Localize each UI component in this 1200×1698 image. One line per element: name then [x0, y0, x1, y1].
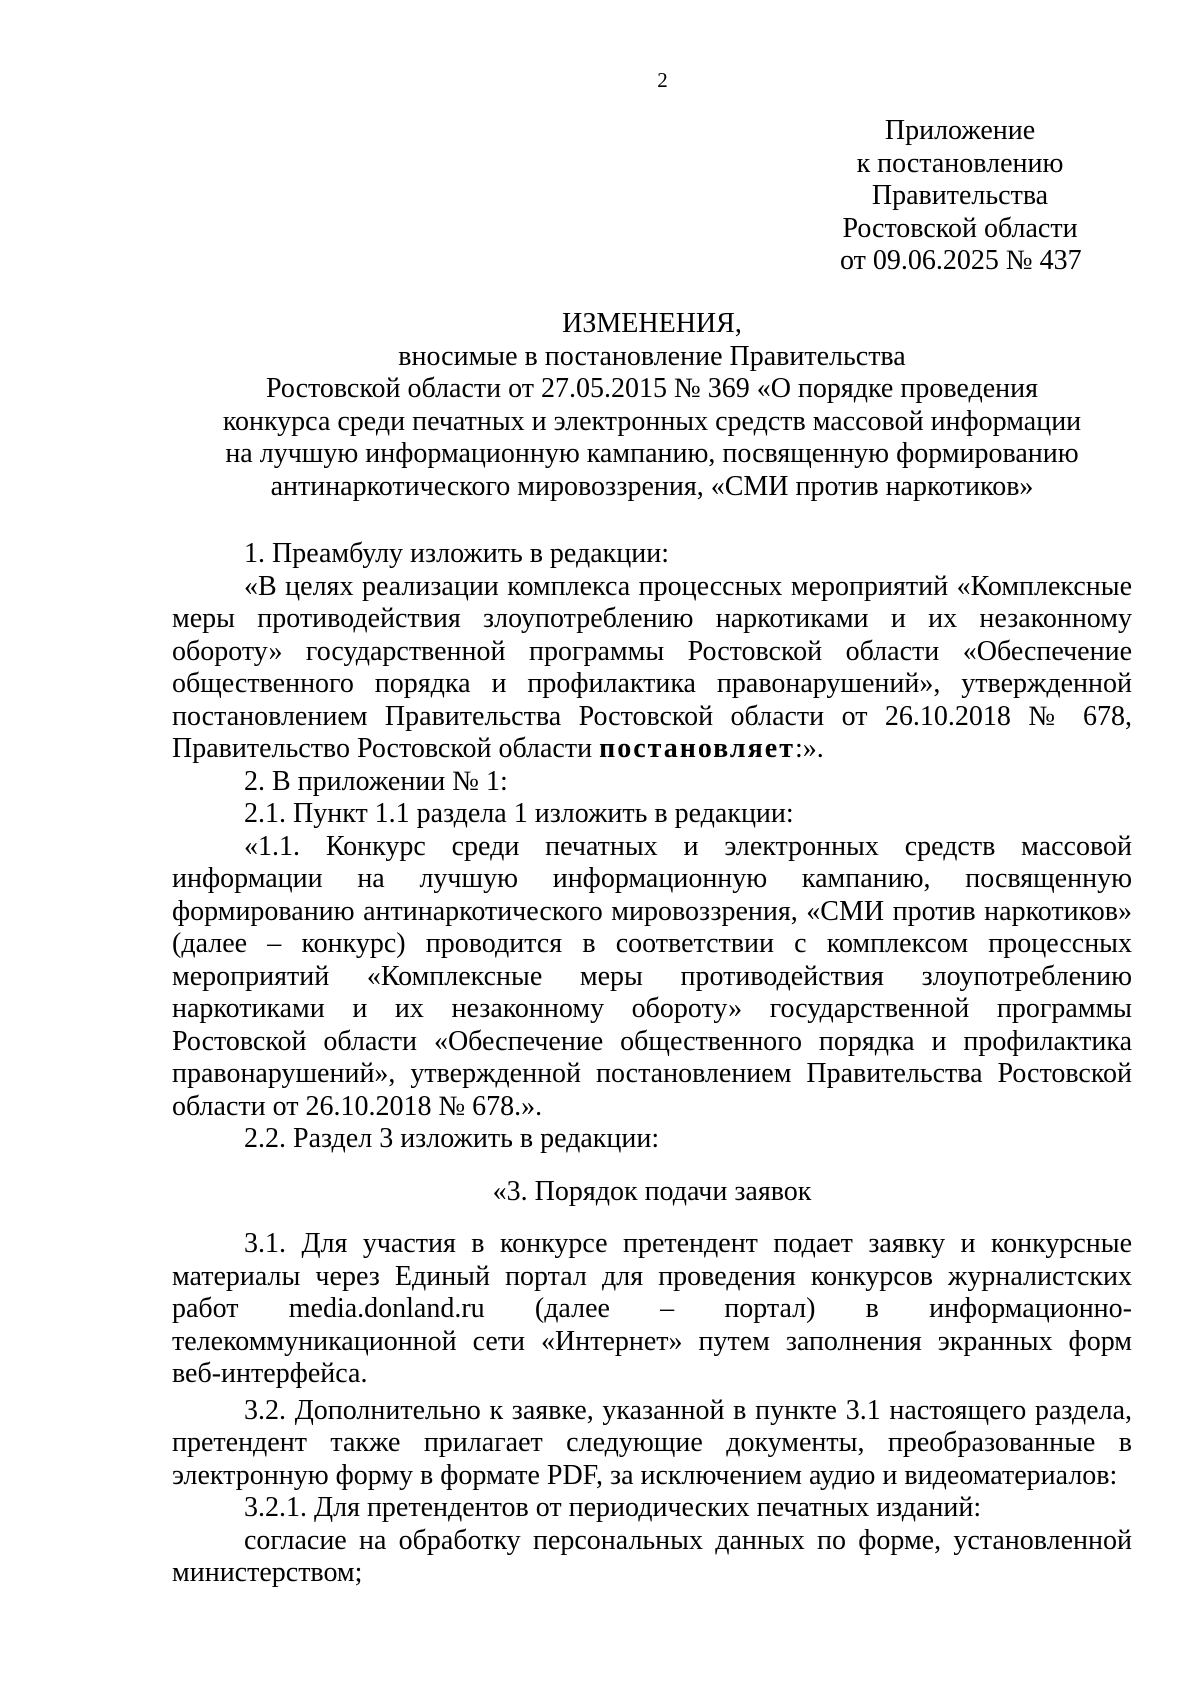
paragraph: 2.2. Раздел 3 изложить в редакции: [244, 1123, 660, 1154]
title-line: Ростовской области от 27.05.2015 № 369 «О порядке проведения [266, 373, 1038, 404]
document-body [172, 538, 1132, 1590]
paragraph: 2. В приложении № 1: [244, 765, 508, 797]
appendix-line: Приложение [884, 115, 1036, 146]
paragraph: согласие на обработку персональных данных по форме, установленной министерством; [172, 1524, 1132, 1588]
title-line: вносимые в постановление Правительства [398, 340, 906, 372]
title-line: конкурса среди печатных и электронных средств массовой информации [222, 405, 1082, 437]
preamble-bold-word: постановляет [599, 733, 795, 764]
preamble-end: :». [794, 733, 824, 764]
title-line: на лучшую информационную кампанию, посвященную формированию [225, 438, 1079, 469]
appendix-line: Правительства [871, 180, 1049, 211]
paragraph: 3.2.1. Для претендентов от периодических печатных изданий: [244, 1492, 982, 1523]
page-number: 2 [657, 68, 668, 92]
appendix-line: Ростовской области [842, 212, 1078, 244]
preamble-text: «В целях реализации комплекса процессных мероприятий «Комплексные меры противодействия злоупотреблению наркотиками и их незаконному обороту» государственной программы Ростовской области «Обеспечение общественного порядка и профилактика правонарушений», утвержденной постановлением Правительства Ростовской области от 26.10.2018 № 678, Правительство Ростовской области [172, 570, 1132, 764]
paragraph-preamble [172, 571, 1132, 766]
section-heading: «3. Порядок подачи заявок [492, 1175, 812, 1207]
title-heading: ИЗМЕНЕНИЯ, [562, 308, 742, 339]
appendix-line: к постановлению [856, 147, 1064, 179]
paragraph: 3.2. Дополнительно к заявке, указанной в пункте 3.1 настоящего раздела, претендент также прилагает следующие документы, преобразованные в электронную форму в формате PDF, за исключением аудио и видеоматериалов: [172, 1394, 1132, 1491]
paragraph: 2.1. Пункт 1.1 раздела 1 изложить в редакции: [244, 798, 794, 829]
paragraph: «1.1. Конкурс среди печатных и электронных средств массовой информации на лучшую информационную кампанию, посвященную формированию антинаркотического мировоззрения, «СМИ против наркотиков» (далее – конкурс) проводится в соответствии с комплексом процессных мероприятий «Комплексные меры противодействия злоупотреблению наркотиками и их незаконному обороту» государственной программы Ростовской области «Обеспечение общественного порядка и профилактика правонарушений», утвержденной постановлением Правительства Ростовской области от 26.10.2018 № 678.». [172, 830, 1132, 1122]
appendix-header [840, 115, 1080, 278]
document-title [172, 308, 1132, 503]
paragraph: 1. Преамбулу изложить в редакции: [244, 538, 670, 569]
appendix-line: от 09.06.2025 № 437 [840, 245, 1082, 276]
title-line: антинаркотического мировоззрения, «СМИ против наркотиков» [270, 470, 1034, 502]
paragraph: 3.1. Для участия в конкурсе претендент подает заявку и конкурсные материалы через Единый портал для проведения конкурсов журналистских работ media.donland.ru (далее – портал) в информационно-телекоммуникационной сети «Интернет» путем заполнения экранных форм веб-интерфейса. [172, 1228, 1132, 1389]
